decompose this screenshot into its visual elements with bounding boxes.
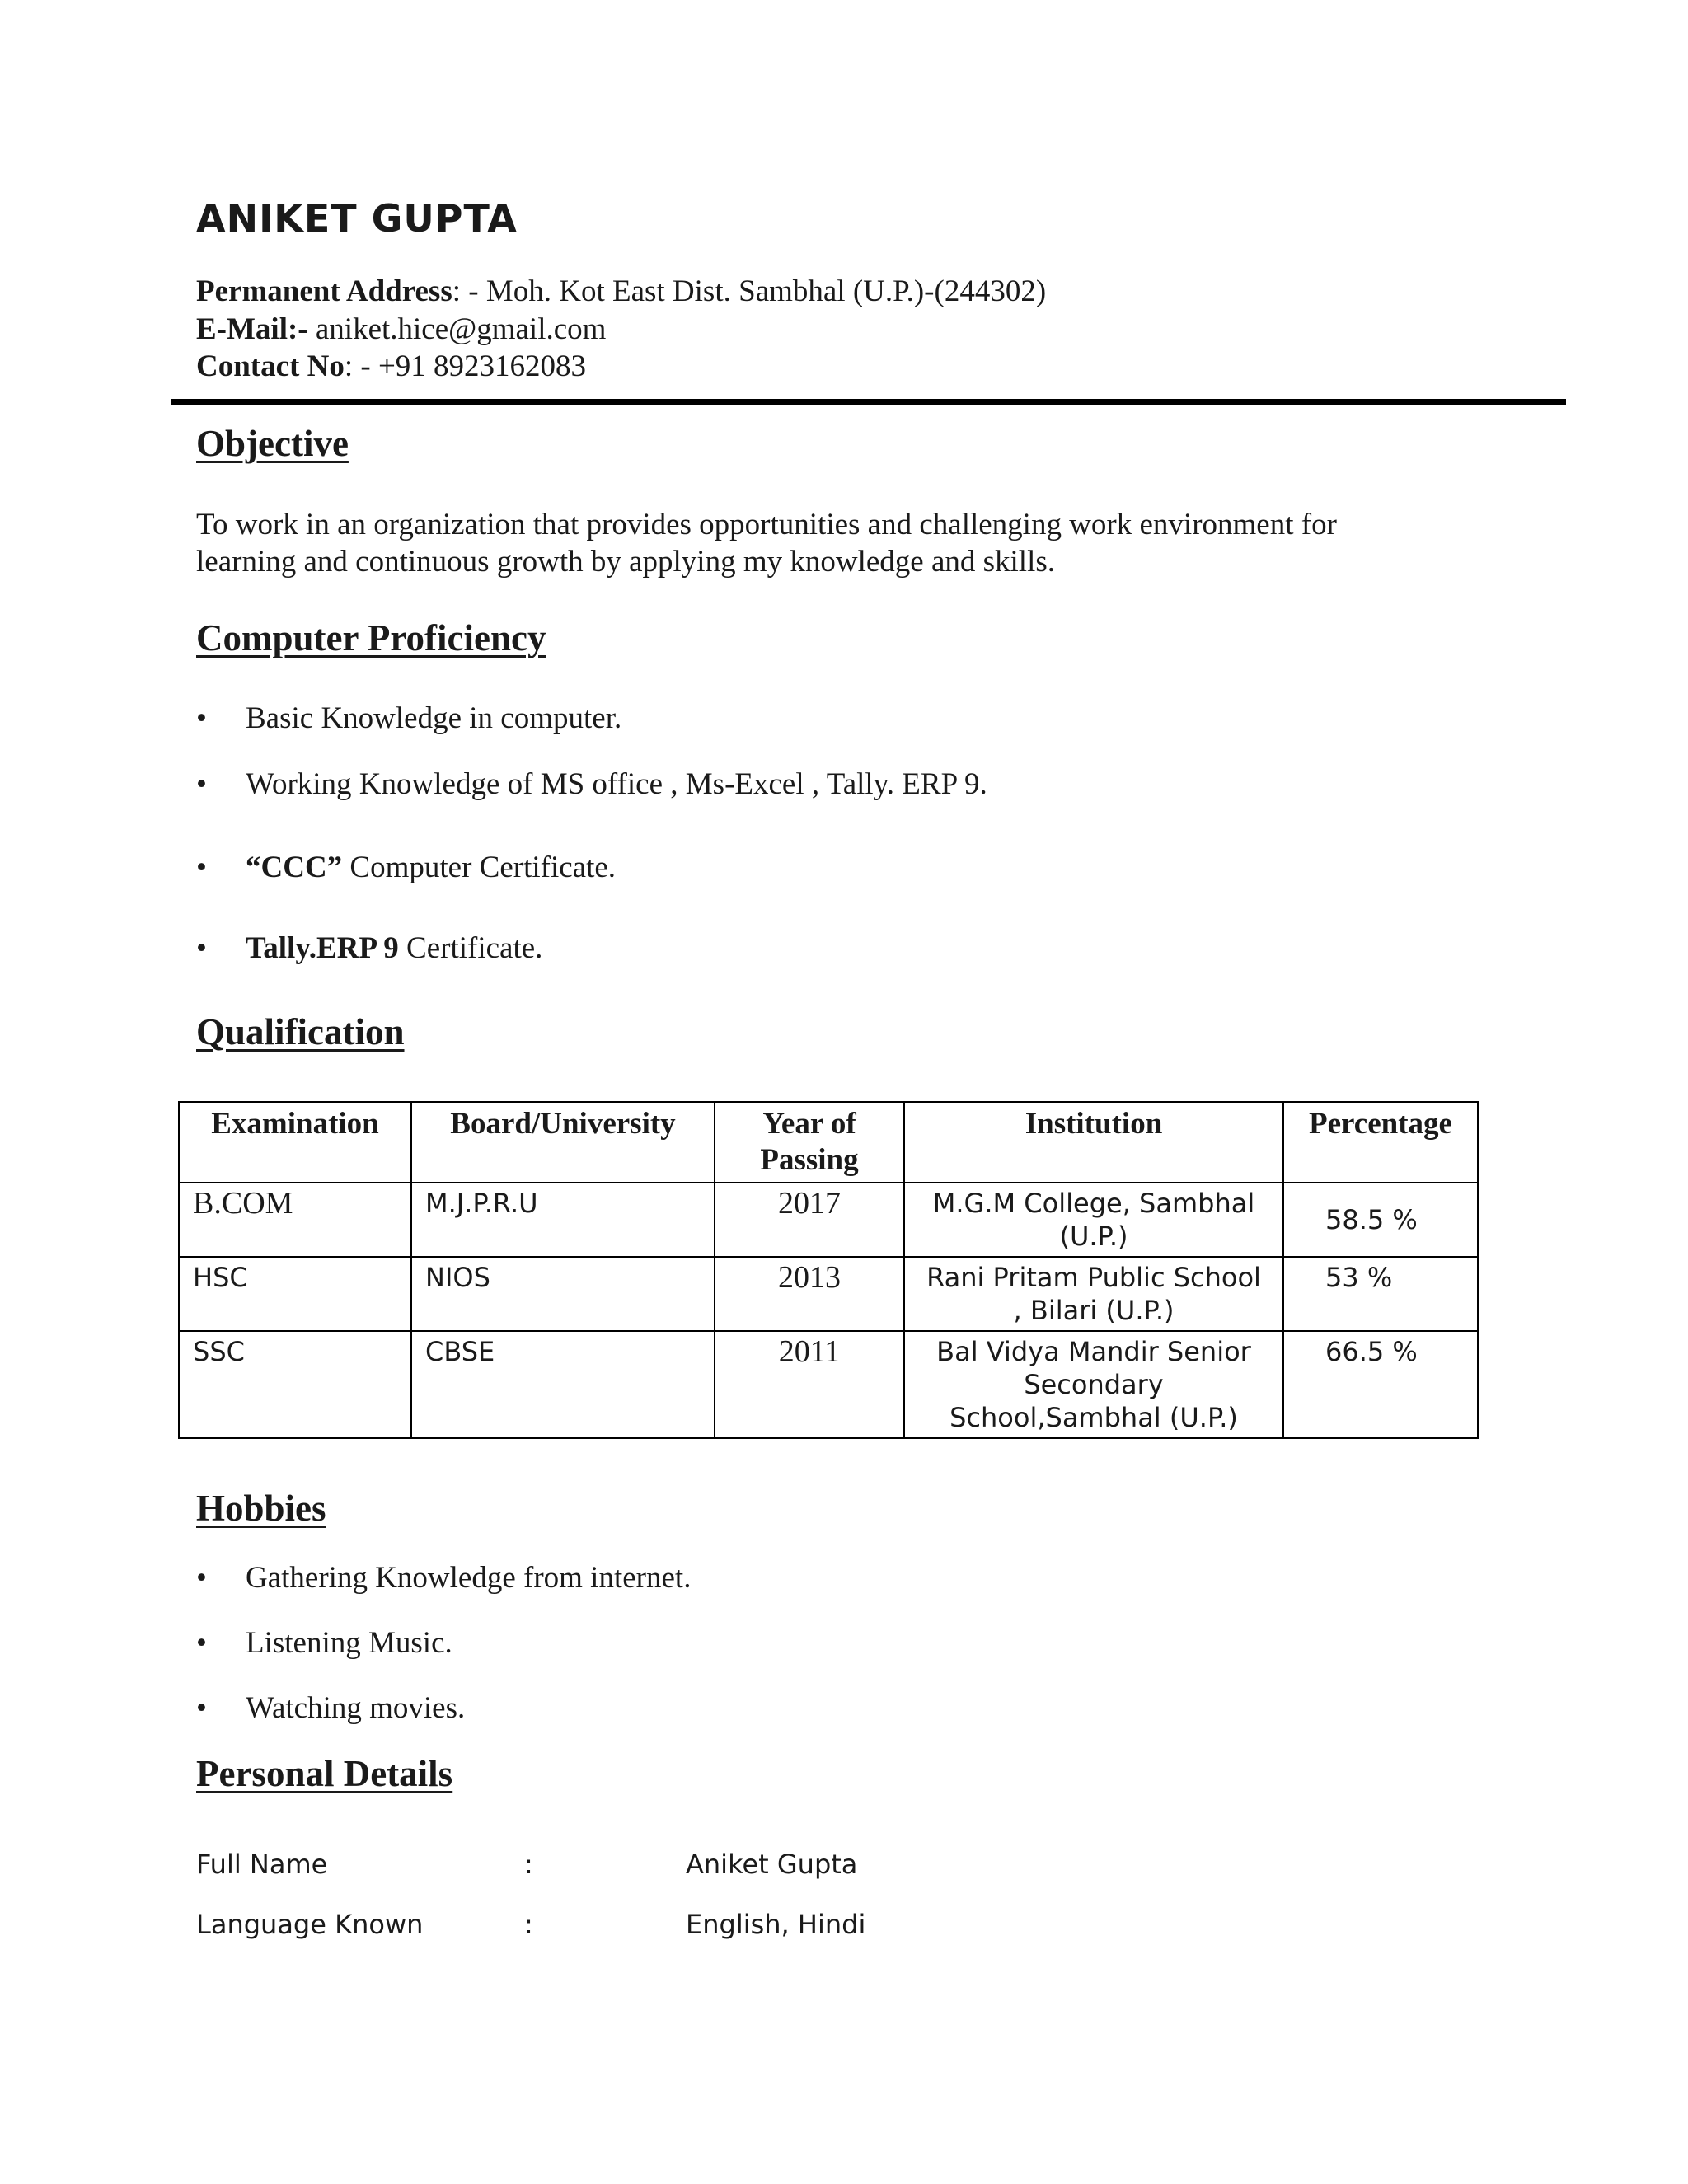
address-value: : - Moh. Kot East Dist. Sambhal (U.P.)-(244302)	[452, 274, 1047, 308]
list-item	[196, 766, 987, 802]
bullet-icon: •	[196, 851, 207, 884]
detail-value: Aniket Gupta	[686, 1849, 858, 1880]
address-label: Permanent Address	[196, 274, 452, 308]
column-header: Percentage	[1283, 1102, 1478, 1183]
detail-label: Full Name	[196, 1849, 328, 1880]
list-item	[196, 1625, 452, 1661]
table-cell: M.G.M College, Sambhal (U.P.)	[904, 1183, 1283, 1257]
table-cell: Bal Vidya Mandir Senior Secondary School,Sambhal (U.P.)	[904, 1331, 1283, 1438]
table-cell: B.COM	[179, 1183, 411, 1257]
bullet-icon: •	[196, 1626, 207, 1660]
column-header: Examination	[179, 1102, 411, 1183]
table-cell: 58.5 %	[1283, 1183, 1478, 1257]
bullet-icon: •	[196, 767, 207, 801]
detail-separator: :	[524, 1849, 533, 1880]
table-cell: 66.5 %	[1283, 1331, 1478, 1438]
list-item	[196, 1690, 465, 1726]
table-cell: M.J.P.R.U	[411, 1183, 715, 1257]
table-cell: HSC	[179, 1257, 411, 1331]
qualification-table	[178, 1101, 1479, 1439]
bullet-icon: •	[196, 1691, 207, 1725]
column-header: Institution	[904, 1102, 1283, 1183]
list-item-text: Certificate.	[398, 931, 543, 965]
table-cell: 53 %	[1283, 1257, 1478, 1331]
list-item	[196, 930, 542, 966]
list-item-text: Listening Music.	[246, 1626, 452, 1660]
detail-separator: :	[524, 1909, 533, 1940]
table-cell: Rani Pritam Public School , Bilari (U.P.)	[904, 1257, 1283, 1331]
column-header: Year of Passing	[715, 1102, 904, 1183]
address-line	[196, 274, 1046, 309]
list-item-text: Computer Certificate.	[342, 851, 617, 884]
bullet-icon: •	[196, 1561, 207, 1595]
computer-proficiency-heading: Computer Proficiency	[196, 617, 546, 658]
table-cell: NIOS	[411, 1257, 715, 1331]
contact-value: : - +91 8923162083	[344, 349, 587, 383]
email-label: E-Mail:-	[196, 312, 308, 346]
table-cell: 2013	[715, 1257, 904, 1331]
table-cell: 2017	[715, 1183, 904, 1257]
email-value: aniket.hice@gmail.com	[307, 312, 607, 346]
qualification-heading: Qualification	[196, 1011, 405, 1052]
personal-details-heading: Personal Details	[196, 1753, 453, 1794]
header-divider	[171, 399, 1566, 405]
table-cell: 2011	[715, 1331, 904, 1438]
list-item-text: Basic Knowledge in computer.	[246, 701, 622, 735]
list-item	[196, 1560, 691, 1596]
table-cell: SSC	[179, 1331, 411, 1438]
table-row	[179, 1257, 1478, 1331]
contact-line	[196, 349, 586, 384]
contact-label: Contact No	[196, 349, 345, 383]
table-header-row	[179, 1102, 1478, 1183]
list-item-text: Watching movies.	[246, 1691, 466, 1725]
table-row	[179, 1331, 1478, 1438]
bullet-icon: •	[196, 931, 207, 965]
objective-text	[196, 506, 1432, 580]
hobbies-heading: Hobbies	[196, 1488, 326, 1529]
email-line	[196, 312, 606, 347]
list-item-text: Working Knowledge of MS office , Ms-Excel , Tally. ERP 9.	[246, 767, 987, 801]
list-item-bold: Tally.ERP 9	[246, 931, 399, 965]
list-item	[196, 850, 616, 885]
objective-line-1: To work in an organization that provides opportunities and challenging work environment for	[196, 508, 1337, 541]
detail-value: English, Hindi	[686, 1909, 866, 1940]
list-item-text: Gathering Knowledge from internet.	[246, 1561, 692, 1595]
table-cell: CBSE	[411, 1331, 715, 1438]
list-item-bold: “CCC”	[246, 851, 343, 884]
column-header: Board/University	[411, 1102, 715, 1183]
objective-line-2: learning and continuous growth by applying my knowledge and skills.	[196, 545, 1056, 579]
candidate-name: ANIKET GUPTA	[196, 196, 518, 241]
detail-label: Language Known	[196, 1909, 424, 1940]
objective-heading: Objective	[196, 423, 349, 464]
table-row	[179, 1183, 1478, 1257]
list-item	[196, 701, 621, 736]
bullet-icon: •	[196, 701, 207, 735]
